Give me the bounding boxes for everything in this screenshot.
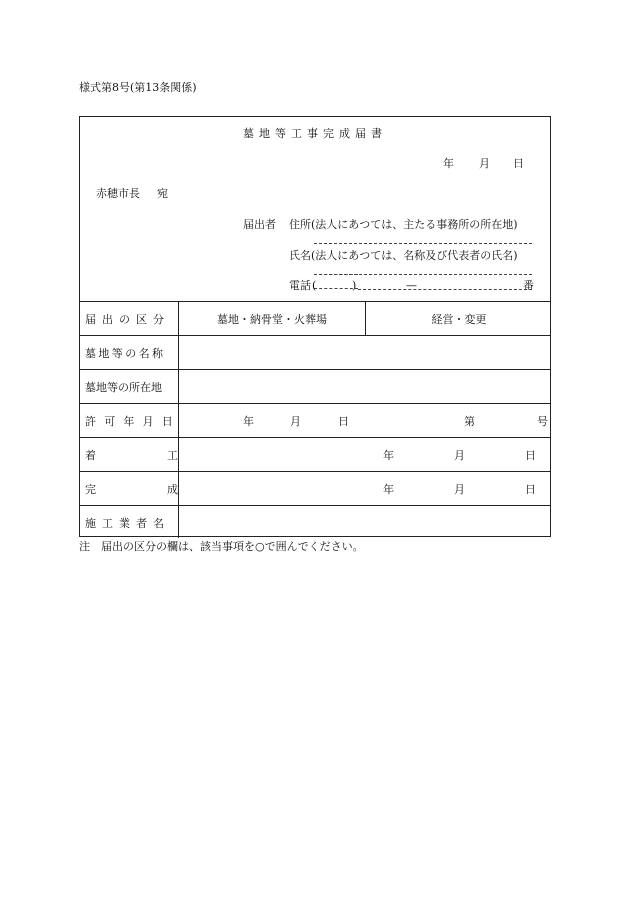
phone-field-label: 電話 — [289, 279, 311, 292]
start-month-label: 月 — [454, 449, 465, 462]
form-number-label: 様式第8号(第13条関係) — [79, 81, 197, 94]
completion-row-label: 完成 — [85, 483, 249, 496]
addressee-name: 赤穂市長 — [96, 187, 140, 200]
header-day-label: 日 — [513, 157, 524, 170]
facility-location-field[interactable] — [179, 370, 552, 403]
row-divider — [80, 437, 550, 438]
address-field-line[interactable] — [314, 243, 532, 244]
phone-paren-close: ) — [352, 279, 357, 292]
footnote: 注 届出の区分の欄は、該当事項を○で囲んでください。 — [79, 540, 364, 553]
phone-paren-open: ( — [312, 279, 317, 292]
header-year-label: 年 — [443, 157, 454, 170]
facility-name-label: 墓地等の名称 — [85, 347, 166, 360]
completion-year-label: 年 — [383, 483, 394, 496]
permit-day-label: 日 — [338, 415, 349, 428]
permit-month-label: 月 — [290, 415, 301, 428]
permit-number-prefix: 第 — [464, 415, 475, 428]
header-month-label: 月 — [479, 157, 490, 170]
category-row-label: 届出の区分 — [85, 313, 170, 326]
category-option-facility[interactable]: 墓地・納骨堂・火葬場 — [217, 313, 327, 326]
facility-location-label: 墓地等の所在地 — [85, 381, 162, 394]
address-field-label: 住所(法人にあつては、主たる事務所の所在地) — [289, 218, 518, 231]
permit-year-label: 年 — [243, 415, 254, 428]
start-row-label: 着工 — [85, 449, 249, 462]
category-option-management[interactable]: 経営・変更 — [431, 313, 487, 326]
start-year-label: 年 — [383, 449, 394, 462]
form-title: 墓地等工事完成届書 — [243, 127, 387, 140]
phone-number-line[interactable] — [358, 289, 532, 290]
notifier-label: 届出者 — [243, 218, 276, 231]
start-day-label: 日 — [525, 449, 536, 462]
completion-day-label: 日 — [525, 483, 536, 496]
table-top-line — [80, 301, 550, 302]
phone-dash: — — [406, 279, 417, 292]
row-divider — [80, 471, 550, 472]
form-frame — [79, 116, 551, 537]
permit-number-suffix: 号 — [537, 415, 548, 428]
contractor-label: 施工業者名 — [85, 517, 170, 530]
row-divider — [80, 403, 550, 404]
name-field-label: 氏名(法人にあつては、名称及び代表者の氏名) — [289, 249, 518, 262]
completion-month-label: 月 — [454, 483, 465, 496]
addressee-suffix: 宛 — [157, 187, 168, 200]
facility-name-field[interactable] — [179, 336, 552, 369]
contractor-field[interactable] — [179, 506, 552, 537]
permit-date-label: 許可年月日 — [85, 415, 181, 428]
phone-suffix: 番 — [523, 279, 534, 292]
